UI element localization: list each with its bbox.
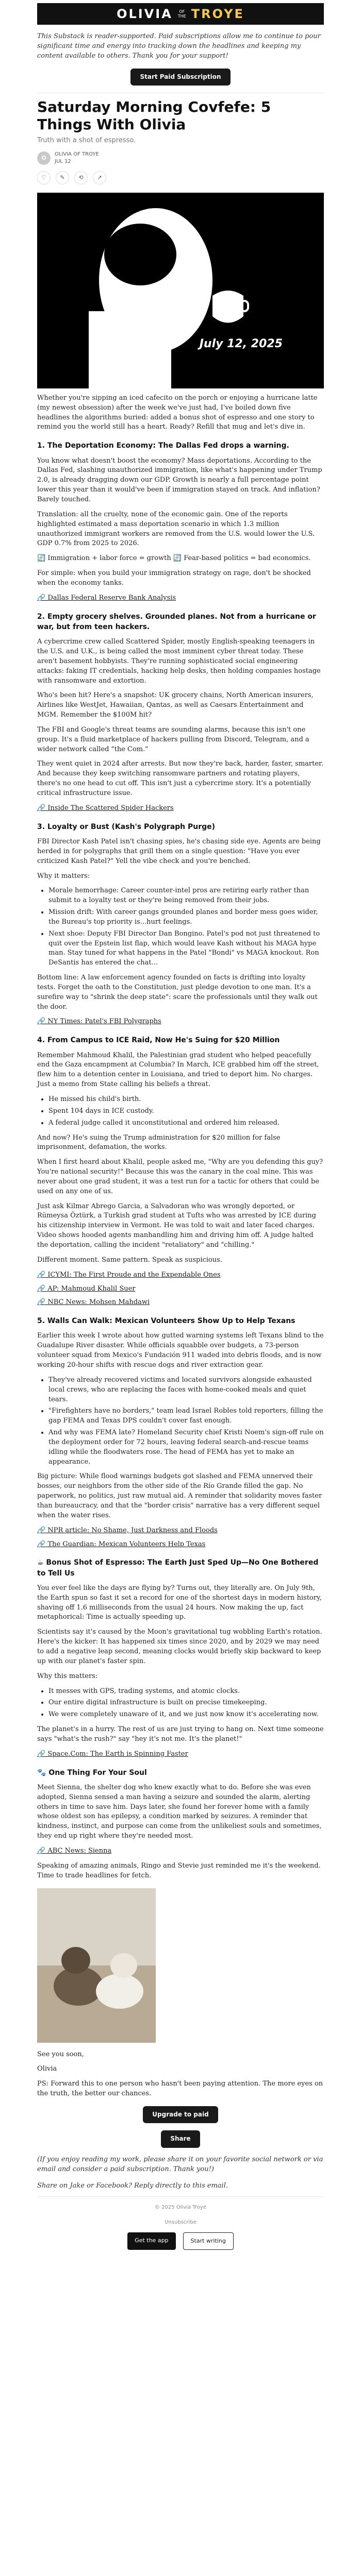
restack-icon[interactable]: ⟲: [74, 171, 88, 184]
intro-text: This Substack is reader-supported. Paid subscriptions allow me to continue to pour significant time and energy into tracking down the headlines and keeping my content available to others. Thank you for your support!: [37, 32, 321, 60]
share-button[interactable]: Share: [161, 2130, 200, 2147]
signoff-1: See you soon,: [37, 2050, 84, 2058]
masthead: [37, 3, 324, 25]
list-item: • Our entire digital infrastructure is built on precise timekeeping.: [48, 1698, 324, 1708]
section-5-p1: Earlier this week I wrote about how gutted warning systems left Texans blind to the Guadalupe River disaster. While officials squabble over budgets, a 73-person volunteer squad from Mexico's Fundación 911 waded into debris floods, and is now working 20-hour shifts with rescue dogs and river extraction gear.: [37, 1332, 324, 1369]
one-thing-p1: Meet Sienna, the shelter dog who knew exactly what to do. Before she was even adopted, Sienna sensed a man having a seizure and sounded the alarm, alerting others in time to save him. Days later, she found her forever home with a family whose oldest son has epilepsy, a condition marked by seizures. A reminder that kindness, instinct, and purpose can come from the unlikeliest souls and sometimes, they end up right where they're needed most.: [37, 1783, 322, 1840]
start-writing-button[interactable]: Start writing: [183, 2232, 234, 2250]
footer-unsubscribe[interactable]: Unsubscribe: [165, 2219, 196, 2225]
hero-silhouette-art: [37, 193, 324, 388]
list-item: • Spent 104 days in ICE custody.: [48, 1107, 324, 1116]
upgrade-to-paid-button[interactable]: Upgrade to paid: [143, 2106, 218, 2123]
share-bar: [37, 171, 324, 184]
section-4-link-2[interactable]: 🔗 AP: Mahmoud Khalil Suer: [37, 1284, 136, 1293]
list-item: • A federal judge called it unconstitutional and ordered him released.: [48, 1118, 324, 1128]
list-item: • Morale hemorrhage: Career counter-intel pros are retiring early rather than submit to a loyalty test or they're being removed from their jobs.: [48, 886, 324, 906]
list-item: • They've already recovered victims and located survivors alongside exhausted local crews, who are replacing the faces with home-cooked meals and quiet tears.: [48, 1376, 324, 1405]
section-3-link[interactable]: 🔗 NY Times: Patel's FBI Polygraphs: [37, 1018, 161, 1026]
section-1-link[interactable]: 🔗 Dallas Federal Reserve Bank Analysis: [37, 594, 176, 602]
get-the-app-button[interactable]: Get the app: [127, 2232, 175, 2250]
section-4-p1: Remember Mahmoud Khalil, the Palestinian grad student who helped peacefully end the Gaza encampment at Columbia? In March, ICE grabbed him off the street, flew him to a detention center in Louisiana, and tried to deport him. No charges. Just a memo from State calling his beliefs a threat.: [37, 1051, 319, 1089]
bonus-p1: You ever feel like the days are flying by? Turns out, they literally are. On July 9th, the Earth spun so fast it set a record for one of the shortest days in modern history, shaving off 1.6 milliseconds from the usual 24 hours. Now making the up, fact metaphorical: Time is actually speeding up.: [37, 1584, 322, 1621]
bonus-p2: Scientists say it's caused by the Moon's gravitational tug wobbling Earth's rotation. Here's the kicker: It has happened six times since 2020, and by 2029 we may need to add a negative leap second, meaning clocks would briefly skip backward to keep up with our planet's faster spin.: [37, 1628, 322, 1665]
list-item: • Mission drift: With career gangs grounded planes and border mess goes wider, the Bureau's top priority is...hurt feelings.: [48, 908, 324, 927]
dogs-photo: [37, 1888, 156, 2043]
section-2-p3: The FBI and Google's threat teams are sounding alarms, because this isn't one group. It's a fluid marketplace of hackers pulling from Discord, Telegram, and a wider network called "the Com.": [37, 725, 309, 753]
section-2-link[interactable]: 🔗 Inside The Scattered Spider Hackers: [37, 804, 174, 812]
closing-note: (If you enjoy reading my work, please share it on your favorite social network or via email and consider a paid subscription. Thank you!): [37, 2155, 323, 2173]
divider: [37, 2196, 324, 2197]
avatar[interactable]: O: [37, 151, 51, 165]
hero-image: [37, 193, 324, 388]
masthead-left: OLIVIA: [117, 6, 173, 21]
section-3-p1: FBI Director Kash Patel isn't chasing spies, he's chasing side eye. Agents are being herded in for polygraphs that grill them on a single question: "Have you ever criticized Kash Patel?" Yell the vibe check and you're benched.: [37, 837, 321, 865]
post-title[interactable]: Saturday Morning Covfefe: 5 Things With Olivia: [37, 98, 271, 133]
masthead-right: TROYE: [191, 6, 244, 21]
section-2-p4: They went quiet in 2024 after arrests. But now they're back, harder, faster, smarter. And because they keep switching ransomware partners and rotating players, there's no one head to cut off. This isn't just a cybercrime story. It's a potentially critical infrastructure issue.: [37, 760, 323, 797]
post-subtitle: Truth with a shot of espresso.: [37, 137, 136, 145]
section-2-p2: Who's been hit? Here's a snapshot: UK grocery chains, North American insurers, Airlines like WestJet, Hawaiian, Qantas, as well as Caesars Entertainment and MGM. Remember the $100M hit?: [37, 691, 314, 719]
section-2-p1: A cybercrime crew called Scattered Spider, mostly English-speaking teenagers in the U.S. and U.K., is being called the most imminent cyber threat today. These aren't basement hobbyists. They're running sophisticated social engineering attacks: faking IT credentials, hacking help desks, then holding companies hostage with ransomware and extortion.: [37, 638, 321, 685]
list-item: • And why was FEMA late? Homeland Security chief Kristi Noem's sign-off rule on the deployment order for 72 hours, leaving federal search-and-rescue teams idling while the floodwaters rose. The head of FEMA has yet to make an appearance.: [48, 1428, 324, 1467]
bonus-list: [48, 1687, 324, 1720]
bonus-link[interactable]: 🔗 Space.Com: The Earth is Spinning Faster: [37, 1750, 188, 1758]
hero-date: July 12, 2025: [199, 337, 283, 351]
section-4-link-3[interactable]: 🔗 NBC News: Mohsen Mahdawi: [37, 1298, 150, 1307]
section-1-heading: 1. The Deportation Economy: The Dallas Fed drops a warning.: [37, 442, 289, 450]
signoff-2: Olivia: [37, 2065, 57, 2073]
bonus-p3: The planet's in a hurry. The rest of us are just trying to hang on. Next time someone says "what's the rush?" say "hey it's not me. It's the planet!": [37, 1725, 324, 1743]
dogs-photo-art: [37, 1888, 156, 2043]
section-4-list: [48, 1095, 324, 1128]
section-5-heading: 5. Walls Can Walk: Mexican Volunteers Show Up to Help Texans: [37, 1317, 296, 1326]
section-3-bottom-line: Bottom line: A law enforcement agency founded on facts is drifting into loyalty tests. Forget the oath to the Constitution, just pledge devotion to one man. It's a surefire way to "shrink the deep state": scare the professionals until they walk out the door.: [37, 974, 318, 1011]
section-3-heading: 3. Loyalty or Bust (Kash's Polygraph Purge): [37, 822, 216, 831]
section-1-p3: For simple: when you build your immigration strategy on rage, don't be shocked when the economy tanks.: [37, 569, 311, 587]
list-item: • He missed his child's birth.: [48, 1095, 324, 1105]
section-1-formula: 🔄 Immigration + labor force = growth 🔄 Fear-based politics = bad economics.: [37, 554, 311, 563]
section-5-link-1[interactable]: 🔗 NPR article: No Shame, Just Darkness and Floods: [37, 1526, 218, 1534]
author-name[interactable]: OLIVIA OF TROYE: [55, 151, 99, 157]
comment-icon[interactable]: ✎: [56, 171, 69, 184]
list-item: • Next shoe: Deputy FBI Director Dan Bongino. Patel's pod not just threatened to quit over the Epstein list flap, which would leave Kash without his MAGA hype man. Stay tuned for what happens in the Patel "Bondi" vs MAGA knockout. Ron DeSantis has entered the chat...: [48, 929, 324, 968]
section-4-p3: When I first heard about Khalil, people asked me, "Why are you defending this guy? You're national security!" Because this was the canary in the coal mine. This was never about one grad student, it was a test run for a tactic for others that could be used on any one of us.: [37, 1158, 323, 1195]
section-5-link-2[interactable]: 🔗 The Guardian: Mexican Volunteers Help Texas: [37, 1540, 206, 1548]
list-item: • We were completely unaware of it, and we just now know it's accelerating now.: [48, 1710, 324, 1720]
section-1-p1: You know what doesn't boost the economy? Mass deportations. According to the Dallas Fed, slashing unauthorized immigration, like what's happening under Trump 2.0, is already dragging down our GDP. Growth is nearly a full percentage point lower this year than it would've been if immigration stayed on track. And inflation? Barely touched.: [37, 456, 322, 503]
ps-paragraph: PS: Forward this to one person who hasn't been paying attention. The more eyes on the truth, the better our chances.: [37, 2080, 323, 2098]
one-thing-heading: 🐾 One Thing For Your Soul: [37, 1768, 147, 1777]
section-4-p5: Different moment. Same pattern. Speak as suspicious.: [37, 1256, 222, 1264]
like-icon[interactable]: ♡: [37, 171, 51, 184]
share-icon[interactable]: ↗: [93, 171, 106, 184]
one-thing-link[interactable]: 🔗 ABC News: Sienna: [37, 1846, 112, 1855]
section-2-heading: 2. Empty grocery shelves. Grounded planes. Not from a hurricane or war, but from teen hackers.: [37, 612, 316, 631]
post-date: JUL 12: [55, 159, 71, 165]
list-item: • "Firefighters have no borders," team lead Israel Robles told reporters, filling the gap FEMA and Texas DPS couldn't cover fast enough.: [48, 1406, 324, 1426]
opening-paragraph: Whether you're sipping an iced cafecito on the porch or enjoying a hurricane latte (my newest obsession) after the week we've just had, I've boiled down five headlines the algorithms buried: added a bonus shot of espresso and one story to remind you the world still has a heart. Ready? Refill that mug and let's dive in.: [37, 394, 318, 431]
start-paid-subscription-button[interactable]: Start Paid Subscription: [130, 69, 230, 86]
list-item: • It messes with GPS, trading systems, and atomic clocks.: [48, 1687, 324, 1697]
section-1-p2: Translation: all the cruelty, none of the economic gain. One of the reports highlighted estimated a mass deportation scenario in which 1.3 million unauthorized immigrant workers are removed from the U.S. would lower the U.S. GDP 0.7% from 2025 to 2026.: [37, 510, 315, 548]
section-4-p4: Just ask Kilmar Abrego Garcia, a Salvadoran who was wrongly deported, or Rümeysa Öztürk, a Turkish grad student at Tufts who was arrested by ICE during his citizenship interview in Vermont. He was told to wait and later faced charges. Video shows hooded agents manhandling him and driving him off. A judge halted the deportation, calling the incident "retaliatory" and "chilling.": [37, 1202, 316, 1249]
section-3-list: [48, 886, 324, 968]
bottom-bar: [37, 2232, 324, 2250]
masthead-of: OF THE: [177, 9, 186, 19]
section-5-p2: Big picture: While flood warnings budgets got slashed and FEMA unnerved their bosses, our neighbors from the other side of the Río Grande filled the gap. No paperwork, no politics, just raw mutual aid. A reminder that solidarity moves faster than bureaucracy, and that the "border crisis" narrative has a very different sequel when the water rises.: [37, 1472, 322, 1519]
section-3-why: Why it matters:: [37, 872, 90, 880]
bonus-heading: ☕ Bonus Shot of Espresso: The Earth Just Sped Up—No One Bothered to Tell Us: [37, 1558, 319, 1578]
section-5-list: [48, 1376, 324, 1467]
section-4-link-1[interactable]: 🔗 ICYMI: The First Proude and the Expendable Ones: [37, 1270, 221, 1279]
section-4-p2: And now? He's suing the Trump administration for $20 million for false imprisonment, defamation, the works.: [37, 1133, 281, 1151]
pets-paragraph: Speaking of amazing animals, Ringo and Stevie just reminded me it's the weekend. Time to trade headlines for fetch.: [37, 1861, 321, 1879]
bonus-why: Why this matters:: [37, 1672, 98, 1680]
section-4-heading: 4. From Campus to ICE Raid, Now He's Suing for $20 Million: [37, 1036, 280, 1045]
byline: [37, 151, 324, 166]
footer-copyright: © 2025 Olivia Troye: [155, 2205, 206, 2211]
closing-note-2: Share on Jake or Facebook? Reply directly to this email.: [37, 2182, 228, 2190]
